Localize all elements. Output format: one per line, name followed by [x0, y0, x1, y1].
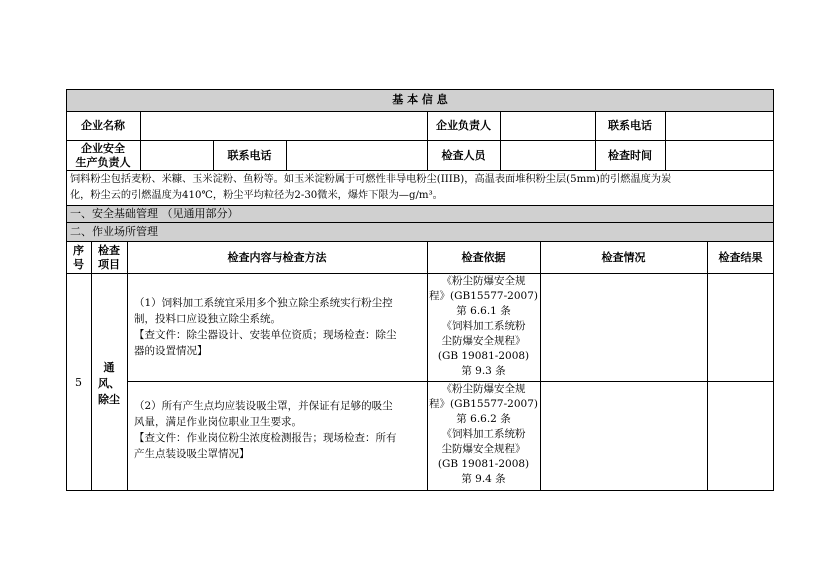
phone-label-2: 联系电话 — [227, 149, 272, 162]
header-seq-l1: 序 — [73, 244, 84, 257]
entry2-content-l3: 【查文件：作业岗位粉尘浓度检测报告；现场检查：所有 — [134, 432, 397, 444]
phone-field-1[interactable] — [666, 112, 773, 139]
entry1-basis-l4: 《饲料加工系统粉 — [441, 320, 526, 332]
entry2-basis-l3: 第 6.6.2 条 — [456, 413, 511, 425]
company-name-label: 企业名称 — [81, 119, 125, 132]
entry2-content-l4: 产生点装设吸尘罩情况】 — [134, 448, 250, 460]
row-item-l3: 除尘 — [98, 393, 120, 406]
entry2-basis-l5: 尘防爆安全规程》 — [441, 443, 526, 455]
header-item-l1: 检查 — [98, 244, 120, 257]
description-line-2: 化，粉尘云的引燃温度为410℃，粉尘平均粒径为2-30微米，爆炸下限为—g/m³。 — [70, 190, 443, 201]
inspect-time-field[interactable] — [666, 141, 773, 169]
form-title: 基 本 信 息 — [392, 93, 448, 106]
entry1-basis-l7: 第 9.3 条 — [461, 365, 506, 377]
entry2-basis-l1: 《粉尘防爆安全规 — [441, 383, 526, 395]
entry1-status-cell[interactable] — [541, 274, 706, 380]
entry1-content-l3: 【查文件：除尘器设计、安装单位资质；现场检查：除尘 — [134, 329, 397, 341]
header-content: 检查内容与检查方法 — [227, 251, 327, 264]
entry1-basis-l1: 《粉尘防爆安全规 — [441, 275, 526, 287]
entry2-status-cell[interactable] — [541, 382, 706, 490]
entry2-basis-l6: (GB 19081-2008) — [437, 458, 530, 470]
entry2-basis-l2: 程》(GB15577-2007) — [429, 398, 538, 410]
description-line-1: 饲料粉尘包括麦粉、米糠、玉米淀粉、鱼粉等。如玉米淀粉属于可燃性非导电粉尘(IIIB)，高温表面堆积粉尘层(5mm)的引燃温度为炭 — [70, 174, 672, 185]
section-1-heading: 一、安全基础管理 （见通用部分） — [70, 207, 239, 220]
row-seq: 5 — [75, 376, 82, 389]
header-basis: 检查依据 — [461, 251, 506, 264]
company-name-field[interactable] — [141, 112, 426, 139]
inspector-label: 检查人员 — [441, 149, 486, 162]
entry1-basis-l2: 程》(GB15577-2007) — [429, 290, 538, 302]
row-item-l1: 通 — [103, 361, 115, 374]
company-head-field[interactable] — [501, 112, 594, 139]
entry2-basis-l4: 《饲料加工系统粉 — [441, 428, 526, 440]
header-item-l2: 项目 — [98, 258, 120, 271]
company-head-label: 企业负责人 — [436, 119, 491, 132]
header-status: 检查情况 — [601, 251, 646, 264]
entry1-content-l4: 器的设置情况】 — [134, 345, 208, 357]
phone-field-2[interactable] — [287, 141, 426, 169]
safety-head-label-l1: 企业安全 — [81, 142, 125, 155]
entry2-result-cell[interactable] — [708, 382, 773, 490]
entry1-basis-l5: 尘防爆安全规程》 — [441, 335, 526, 347]
header-seq-l2: 号 — [73, 258, 84, 271]
entry1-result-cell[interactable] — [708, 274, 773, 380]
entry2-content-l2: 风量，满足作业岗位职业卫生要求。 — [134, 416, 302, 428]
inspect-time-label: 检查时间 — [608, 149, 652, 162]
inspector-field[interactable] — [501, 141, 594, 169]
entry1-basis-l6: (GB 19081-2008) — [437, 350, 530, 362]
row-item-l2: 风、 — [98, 377, 120, 390]
entry1-content-l2: 制，投料口应设独立除尘系统。 — [134, 313, 281, 325]
entry2-basis-l7: 第 9.4 条 — [461, 473, 506, 485]
entry1-basis-l3: 第 6.6.1 条 — [456, 305, 511, 317]
safety-head-field[interactable] — [141, 141, 212, 169]
phone-label-1: 联系电话 — [608, 119, 652, 132]
safety-head-label-l2: 生产负责人 — [75, 156, 131, 169]
entry2-content-l1: （2）所有产生点均应装设吸尘罩，并保证有足够的吸尘 — [134, 400, 393, 412]
section-2-heading: 二、作业场所管理 — [70, 225, 158, 238]
entry1-content-l1: （1）饲料加工系统宜采用多个独立除尘系统实行粉尘控 — [134, 297, 393, 309]
header-result: 检查结果 — [718, 251, 763, 264]
